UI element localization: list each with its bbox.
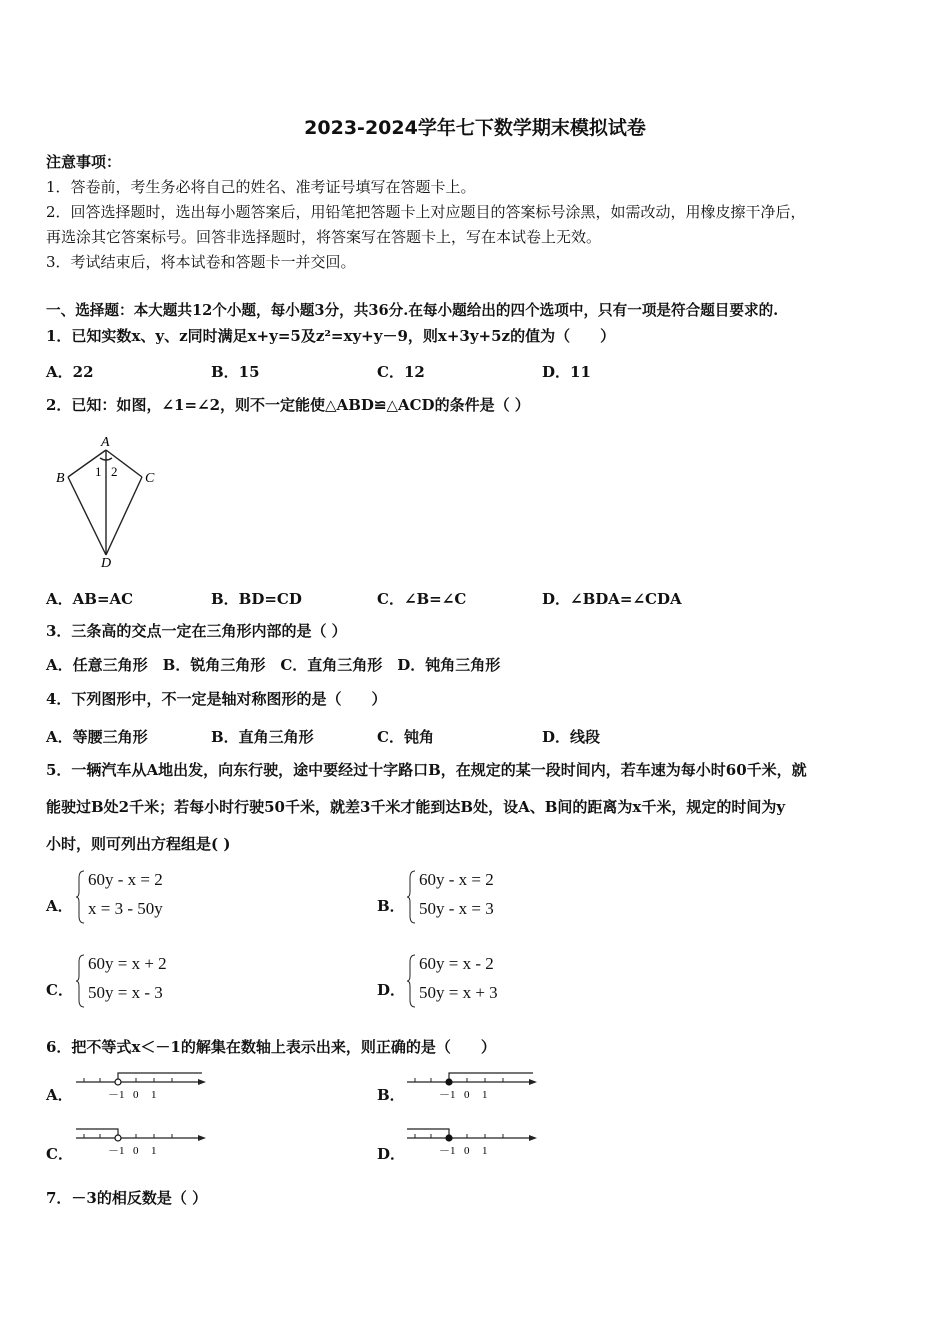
q1-stem: 1．已知实数x、y、z同时满足x+y=5及z²=xy+y－9，则x+3y+5z的值为（ ） — [46, 327, 616, 345]
q2-label-a: A — [101, 435, 110, 450]
q5-d-eq1: 60y = x - 2 — [419, 954, 494, 973]
note-2a: 2．回答选择题时，选出每小题答案后，用铅笔把答题卡上对应题目的答案标号涂黑，如需改动，用橡皮擦干净后， — [46, 203, 806, 221]
hollow-point — [115, 1135, 121, 1141]
q2-option-a: A．AB=AC — [46, 590, 134, 608]
q5-b-eq2: 50y - x = 3 — [419, 899, 494, 918]
axis-arrow — [198, 1079, 206, 1085]
q5-d-eq2: 50y = x + 3 — [419, 983, 498, 1002]
q4-stem: 4．下列图形中，不一定是轴对称图形的是（ ） — [46, 690, 387, 708]
q3-stem: 3．三条高的交点一定在三角形内部的是（ ） — [46, 622, 347, 640]
q5-option-c-label: C． — [46, 981, 73, 999]
notes-heading: 注意事项： — [46, 153, 122, 171]
q6-option-d-numberline — [403, 1124, 543, 1160]
q1-option-a: A．22 — [46, 363, 94, 381]
axis-tick-label: 0 — [464, 1089, 470, 1101]
q6-option-b-label: B． — [377, 1086, 405, 1104]
q6-option-a-label: A． — [46, 1086, 73, 1104]
hollow-point — [115, 1079, 121, 1085]
q2-stem: 2．已知：如图，∠1=∠2，则不一定能使△ABD≌△ACD的条件是（ ） — [46, 396, 530, 414]
q5-option-a-label: A． — [46, 897, 73, 915]
axis-tick-label: －1 — [108, 1145, 125, 1157]
q5-c-eq2: 50y = x - 3 — [88, 983, 163, 1002]
solution-ray — [118, 1073, 202, 1082]
q1-option-d: D．11 — [542, 363, 591, 381]
q7-stem: 7．－3的相反数是（ ） — [46, 1189, 208, 1207]
solid-point — [446, 1135, 452, 1141]
note-3: 3．考试结束后，将本试卷和答题卡一并交回。 — [46, 253, 356, 271]
q4-option-d: D．线段 — [542, 728, 601, 746]
q6-option-d-label: D． — [377, 1145, 406, 1163]
axis-tick-label: 1 — [151, 1145, 157, 1157]
q5-a-eq1: 60y - x = 2 — [88, 870, 163, 889]
axis-arrow — [198, 1135, 206, 1141]
note-2b: 再选涂其它答案标号。回答非选择题时，将答案写在答题卡上，写在本试卷上无效。 — [46, 228, 602, 246]
page-title: 2023-2024学年七下数学期末模拟试卷 — [304, 117, 646, 139]
q2-option-b: B．BD=CD — [211, 590, 302, 608]
q1-option-b: B．15 — [211, 363, 260, 381]
q6-option-c-label: C． — [46, 1145, 73, 1163]
q5-b-eq1: 60y - x = 2 — [419, 870, 494, 889]
q5-option-d-label: D． — [377, 981, 406, 999]
q5-option-b-label: B． — [377, 897, 405, 915]
axis-tick-label: －1 — [439, 1145, 456, 1157]
solution-ray — [449, 1073, 533, 1082]
q4-option-c: C．钝角 — [377, 728, 434, 746]
q5-c-eq1: 60y = x + 2 — [88, 954, 167, 973]
axis-tick-label: 0 — [133, 1089, 139, 1101]
q4-option-a: A．等腰三角形 — [46, 728, 148, 746]
q2-label-d: D — [101, 556, 112, 570]
q6-option-c-numberline — [72, 1124, 212, 1160]
axis-tick-label: 0 — [133, 1145, 139, 1157]
q5-stem-line2: 能驶过B处2千米；若每小时行驶50千米，就差3千米才能到达B处，设A、B间的距离为x千米，规定的时间为y — [46, 798, 786, 816]
q6-option-a-numberline — [72, 1068, 212, 1104]
axis-tick-label: －1 — [108, 1089, 125, 1101]
solid-point — [446, 1079, 452, 1085]
q2-angle-1: 1 — [95, 464, 102, 479]
axis-tick-label: 1 — [482, 1089, 488, 1101]
q2-label-b: B — [56, 471, 65, 486]
q1-option-c: C．12 — [377, 363, 425, 381]
q5-stem-line1: 5．一辆汽车从A地出发，向东行驶，途中要经过十字路口B，在规定的某一段时间内，若车速为每小时60千米，就 — [46, 761, 807, 779]
note-1: 1．答卷前，考生务必将自己的姓名、准考证号填写在答题卡上。 — [46, 178, 476, 196]
q6-stem: 6．把不等式x＜－1的解集在数轴上表示出来，则正确的是（ ） — [46, 1038, 496, 1056]
q2-option-c: C．∠B=∠C — [377, 590, 467, 608]
axis-tick-label: 0 — [464, 1145, 470, 1157]
q2-option-d: D．∠BDA=∠CDA — [542, 590, 682, 608]
axis-tick-label: 1 — [151, 1089, 157, 1101]
solution-ray — [407, 1129, 449, 1138]
q2-angle-2: 2 — [111, 464, 118, 479]
axis-tick-label: －1 — [439, 1089, 456, 1101]
axis-arrow — [529, 1079, 537, 1085]
q4-option-b: B．直角三角形 — [211, 728, 314, 746]
section-heading: 一、选择题：本大题共12个小题，每小题3分，共36分.在每小题给出的四个选项中，只有一项是符合题目要求的. — [46, 302, 779, 319]
q5-a-eq2: x = 3 - 50y — [88, 899, 163, 918]
q2-kite-figure — [50, 430, 170, 570]
axis-arrow — [529, 1135, 537, 1141]
q3-options: A．任意三角形 B．锐角三角形 C．直角三角形 D．钝角三角形 — [46, 656, 501, 674]
q6-option-b-numberline — [403, 1068, 543, 1104]
axis-tick-label: 1 — [482, 1145, 488, 1157]
q5-stem-line3: 小时，则可列出方程组是( ) — [46, 835, 231, 853]
q2-label-c: C — [145, 471, 155, 486]
solution-ray — [76, 1129, 118, 1138]
